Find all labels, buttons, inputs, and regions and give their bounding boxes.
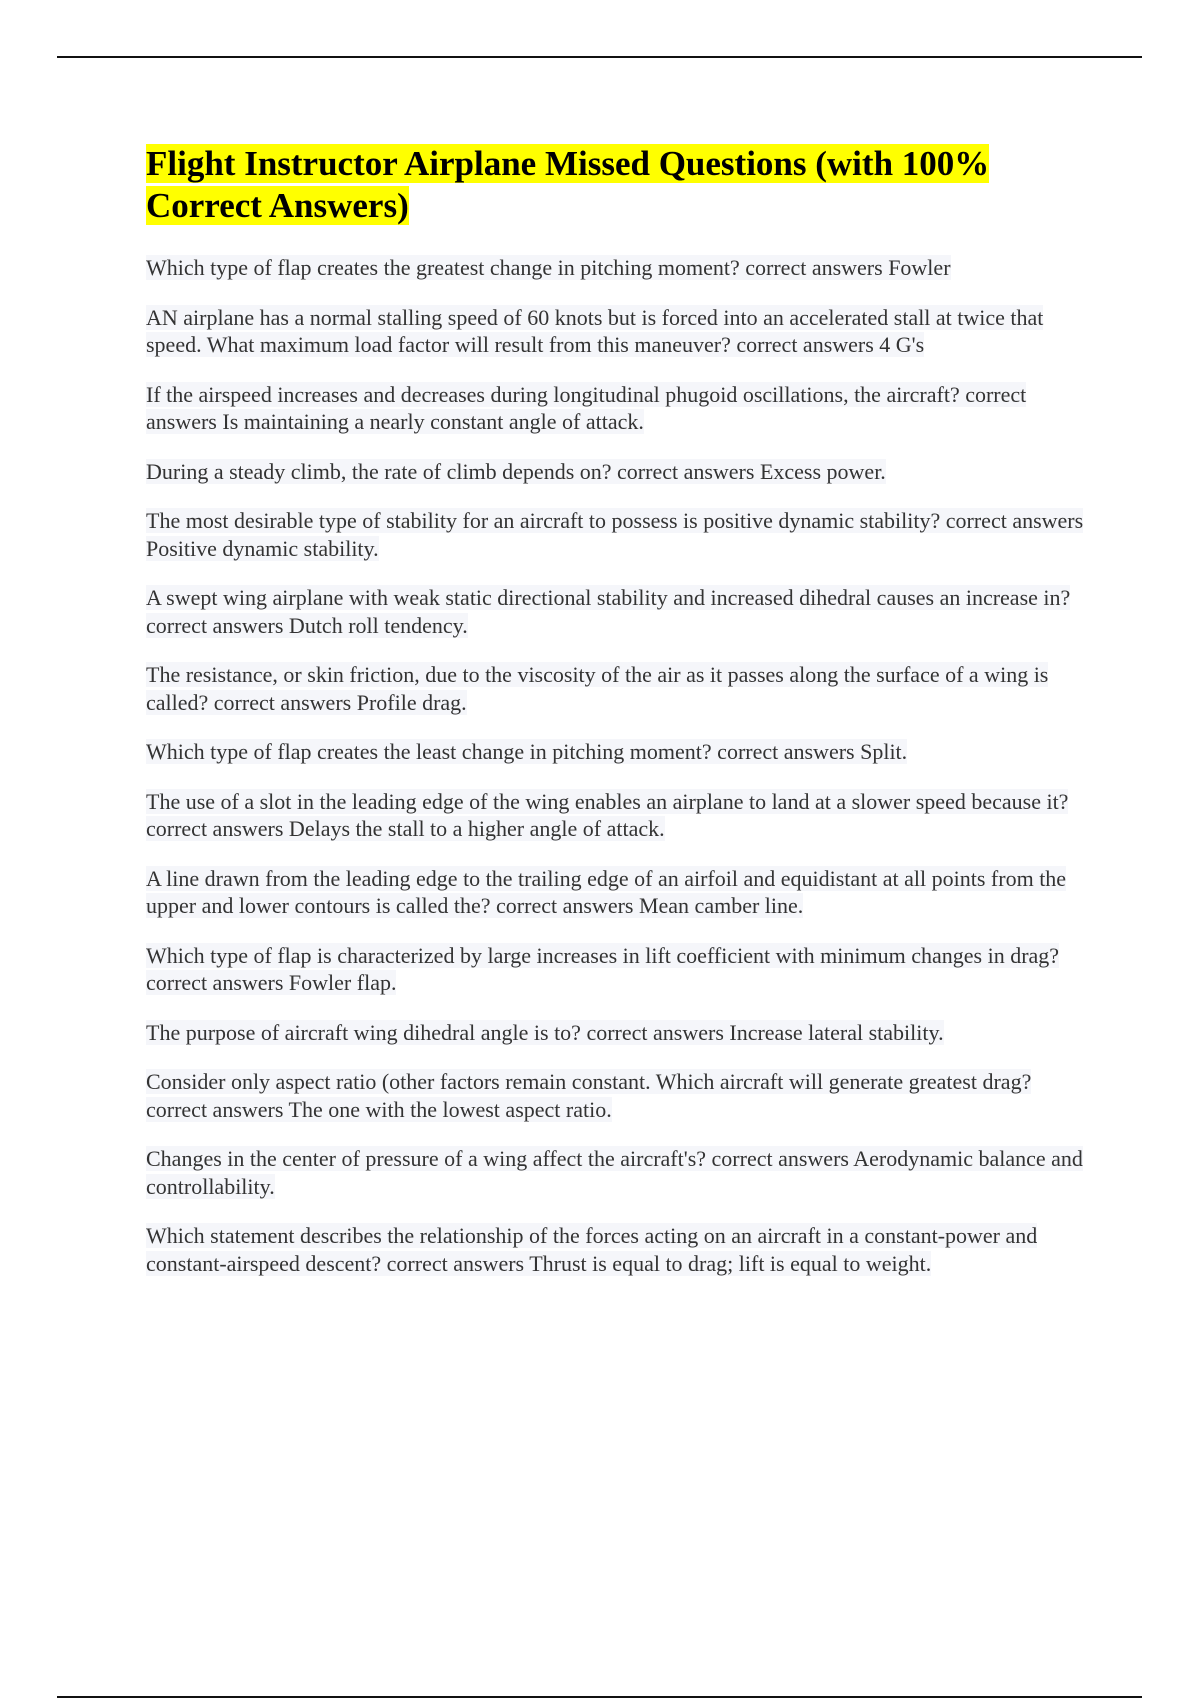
document-title (146, 143, 1096, 227)
qa-text: Which type of flap creates the greatest change in pitching moment? correct answers Fowler (146, 255, 951, 280)
bottom-rule (57, 1696, 1142, 1698)
qa-item-4 (146, 458, 1096, 486)
qa-text: A swept wing airplane with weak static directional stability and increased dihedral causes an increase in? correct answers Dutch roll tendency. (146, 585, 1071, 638)
qa-text: Which type of flap is characterized by large increases in lift coefficient with minimum changes in drag? correct answers Fowler flap. (146, 942, 1060, 995)
qa-item-9 (146, 788, 1096, 843)
qa-text: Changes in the center of pressure of a wing affect the aircraft's? correct answers Aerodynamic balance and controllability. (146, 1146, 1083, 1199)
qa-item-5 (146, 507, 1096, 562)
top-rule (57, 56, 1142, 58)
qa-item-13 (146, 1068, 1096, 1123)
qa-text: During a steady climb, the rate of climb depends on? correct answers Excess power. (146, 458, 886, 484)
qa-text: If the airspeed increases and decreases during longitudinal phugoid oscillations, the aircraft? correct answers Is maintaining a nearly constant angle of attack. (146, 381, 1027, 434)
qa-item-8 (146, 738, 1096, 766)
qa-text: A line drawn from the leading edge to the trailing edge of an airfoil and equidistant at all points from the upper and lower contours is called the? correct answers Mean camber line. (146, 865, 1067, 918)
qa-item-10 (146, 865, 1096, 920)
document-body (146, 143, 1096, 1299)
title-text: Flight Instructor Airplane Missed Questions (with 100% Correct Answers) (146, 144, 990, 225)
qa-text: The resistance, or skin friction, due to the viscosity of the air as it passes along the surface of a wing is called? correct answers Profile drag. (146, 662, 1049, 715)
qa-item-1 (146, 254, 1096, 282)
qa-text: The purpose of aircraft wing dihedral angle is to? correct answers Increase lateral stability. (146, 1019, 944, 1045)
qa-item-11 (146, 942, 1096, 997)
qa-item-2 (146, 304, 1096, 359)
qa-item-3 (146, 381, 1096, 436)
qa-text: Which type of flap creates the least change in pitching moment? correct answers Split. (146, 739, 908, 764)
qa-text: The use of a slot in the leading edge of the wing enables an airplane to land at a slower speed because it? correct answers Delays the stall to a higher angle of attack. (146, 788, 1069, 841)
qa-item-15 (146, 1222, 1096, 1277)
qa-text: The most desirable type of stability for an aircraft to possess is positive dynamic stability? correct answers Positive dynamic stability. (146, 508, 1084, 561)
qa-item-14 (146, 1145, 1096, 1200)
qa-item-12 (146, 1019, 1096, 1047)
qa-text: AN airplane has a normal stalling speed of 60 knots but is forced into an accelerated stall at twice that speed. What maximum load factor will result from this maneuver? correct answers 4 G's (146, 304, 1044, 357)
qa-text: Which statement describes the relationship of the forces acting on an aircraft in a constant-power and constant-airspeed descent? correct answers Thrust is equal to drag; lift is equal to weight. (146, 1223, 1038, 1276)
qa-item-6 (146, 584, 1096, 639)
qa-text: Consider only aspect ratio (other factors remain constant. Which aircraft will generate greatest drag? correct answers The one with the lowest aspect ratio. (146, 1069, 1032, 1122)
qa-item-7 (146, 661, 1096, 716)
